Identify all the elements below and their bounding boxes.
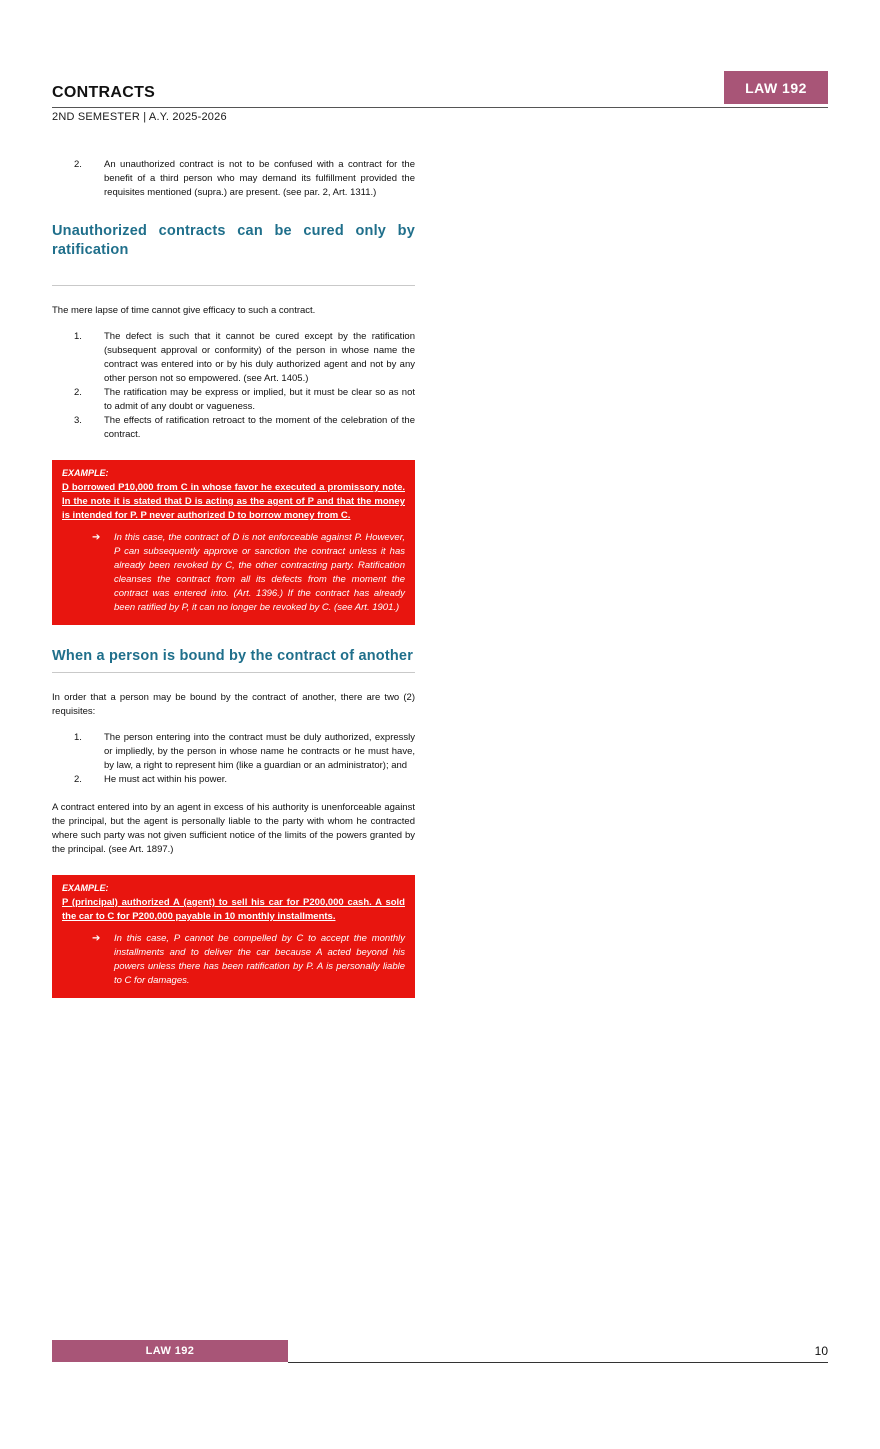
list-item-number: 1.: [74, 732, 82, 743]
example-scenario: D borrowed P10,000 from C in whose favor he executed a promissory note. In the note it is stated that D is acting as the agent of P and that the money is intended for P. P never authorized D to borrow money from C.: [62, 482, 405, 521]
header-course-badge: LAW 192: [724, 71, 828, 104]
list-item-number: 2.: [74, 387, 82, 398]
list-item-number: 2.: [74, 159, 82, 170]
list-item-number: 1.: [74, 331, 82, 342]
paragraph-agent-excess-authority: A contract entered into by an agent in excess of his authority is unenforceable against the principal, but the agent is personally liable to the party with whom he contracted where such party was not given sufficient notice of the limits of the powers granted by the principal. (see Art. 1897.): [52, 802, 415, 855]
document-body: [52, 158, 415, 998]
list-item-text: The ratification may be express or implied, but it must be clear so as not to admit of any doubt or vagueness.: [104, 387, 415, 412]
page-title: CONTRACTS: [52, 84, 156, 101]
requisites-list: [52, 731, 415, 787]
list-item-text: An unauthorized contract is not to be confused with a contract for the benefit of a third person who may demand its fulfillment provided the requisites mentioned (supra.) are present. (see par. 2, Art. 1311.): [104, 159, 415, 198]
example-scenario: P (principal) authorized A (agent) to sell his car for P200,000 cash. A sold the car to C for P200,000 payable in 10 monthly installments.: [62, 897, 405, 922]
section-heading-bound-by-contract: When a person is bound by the contract of another: [52, 648, 414, 664]
example-explanation: [62, 531, 405, 615]
example-explanation: [62, 932, 405, 988]
footer-course-badge: LAW 192: [52, 1340, 288, 1362]
example-explanation-text: In this case, P cannot be compelled by C to accept the monthly installments and to deliver the car because A acted beyond his powers unless there has been ratification by P. A is personally liable to C for damages.: [114, 933, 405, 986]
list-item: [52, 158, 415, 200]
list-item: [52, 773, 415, 787]
page-number: 10: [814, 1344, 828, 1358]
arrow-icon: ➔: [92, 933, 101, 944]
list-item-number: 2.: [74, 774, 82, 785]
intro-list: [52, 158, 415, 200]
list-item-text: The person entering into the contract must be duly authorized, expressly or impliedly, by the person in whose name he contracts or he must have, by law, a right to represent him (like a guardian or an administrator); and: [104, 732, 415, 771]
example-box-promissory-note: [52, 460, 415, 625]
list-item: [52, 731, 415, 773]
list-item-text: He must act within his power.: [104, 774, 228, 785]
header-divider: [52, 107, 828, 108]
arrow-icon: ➔: [92, 532, 101, 543]
paragraph-lapse-of-time: The mere lapse of time cannot give efficacy to such a contract.: [52, 305, 316, 316]
header-subtitle: 2ND SEMESTER | A.Y. 2025-2026: [52, 111, 227, 123]
example-box-car-sale: [52, 875, 415, 998]
list-item-text: The defect is such that it cannot be cured except by the ratification (subsequent approval or conformity) of the person in whose name the contract was entered into or by his duly authorized agent and not by any other person not so empowered. (see Art. 1405.): [104, 331, 415, 384]
example-explanation-text: In this case, the contract of D is not enforceable against P. However, P can subsequently approve or sanction the contract unless it has already been revoked by C, the other contracting party. Ratification cleanses the contract from all its defects from the moment the contract was entered into. (Art. 1396.) If the contract has already been ratified by P, it can no longer be revoked by C. (see Art. 1901.): [114, 532, 405, 613]
ratification-list: [52, 330, 415, 442]
list-item-text: The effects of ratification retroact to the moment of the celebration of the contract.: [104, 415, 415, 440]
paragraph-requisites-intro: In order that a person may be bound by the contract of another, there are two (2) requisites:: [52, 692, 415, 717]
list-item: [52, 330, 415, 386]
footer-divider: [288, 1362, 828, 1363]
section-heading-ratification: Unauthorized contracts can be cured only by ratification: [52, 223, 415, 258]
list-item: [52, 414, 415, 442]
list-item: [52, 386, 415, 414]
list-item-number: 3.: [74, 415, 82, 426]
example-label: EXAMPLE:: [62, 468, 109, 478]
example-label: EXAMPLE:: [62, 883, 109, 893]
